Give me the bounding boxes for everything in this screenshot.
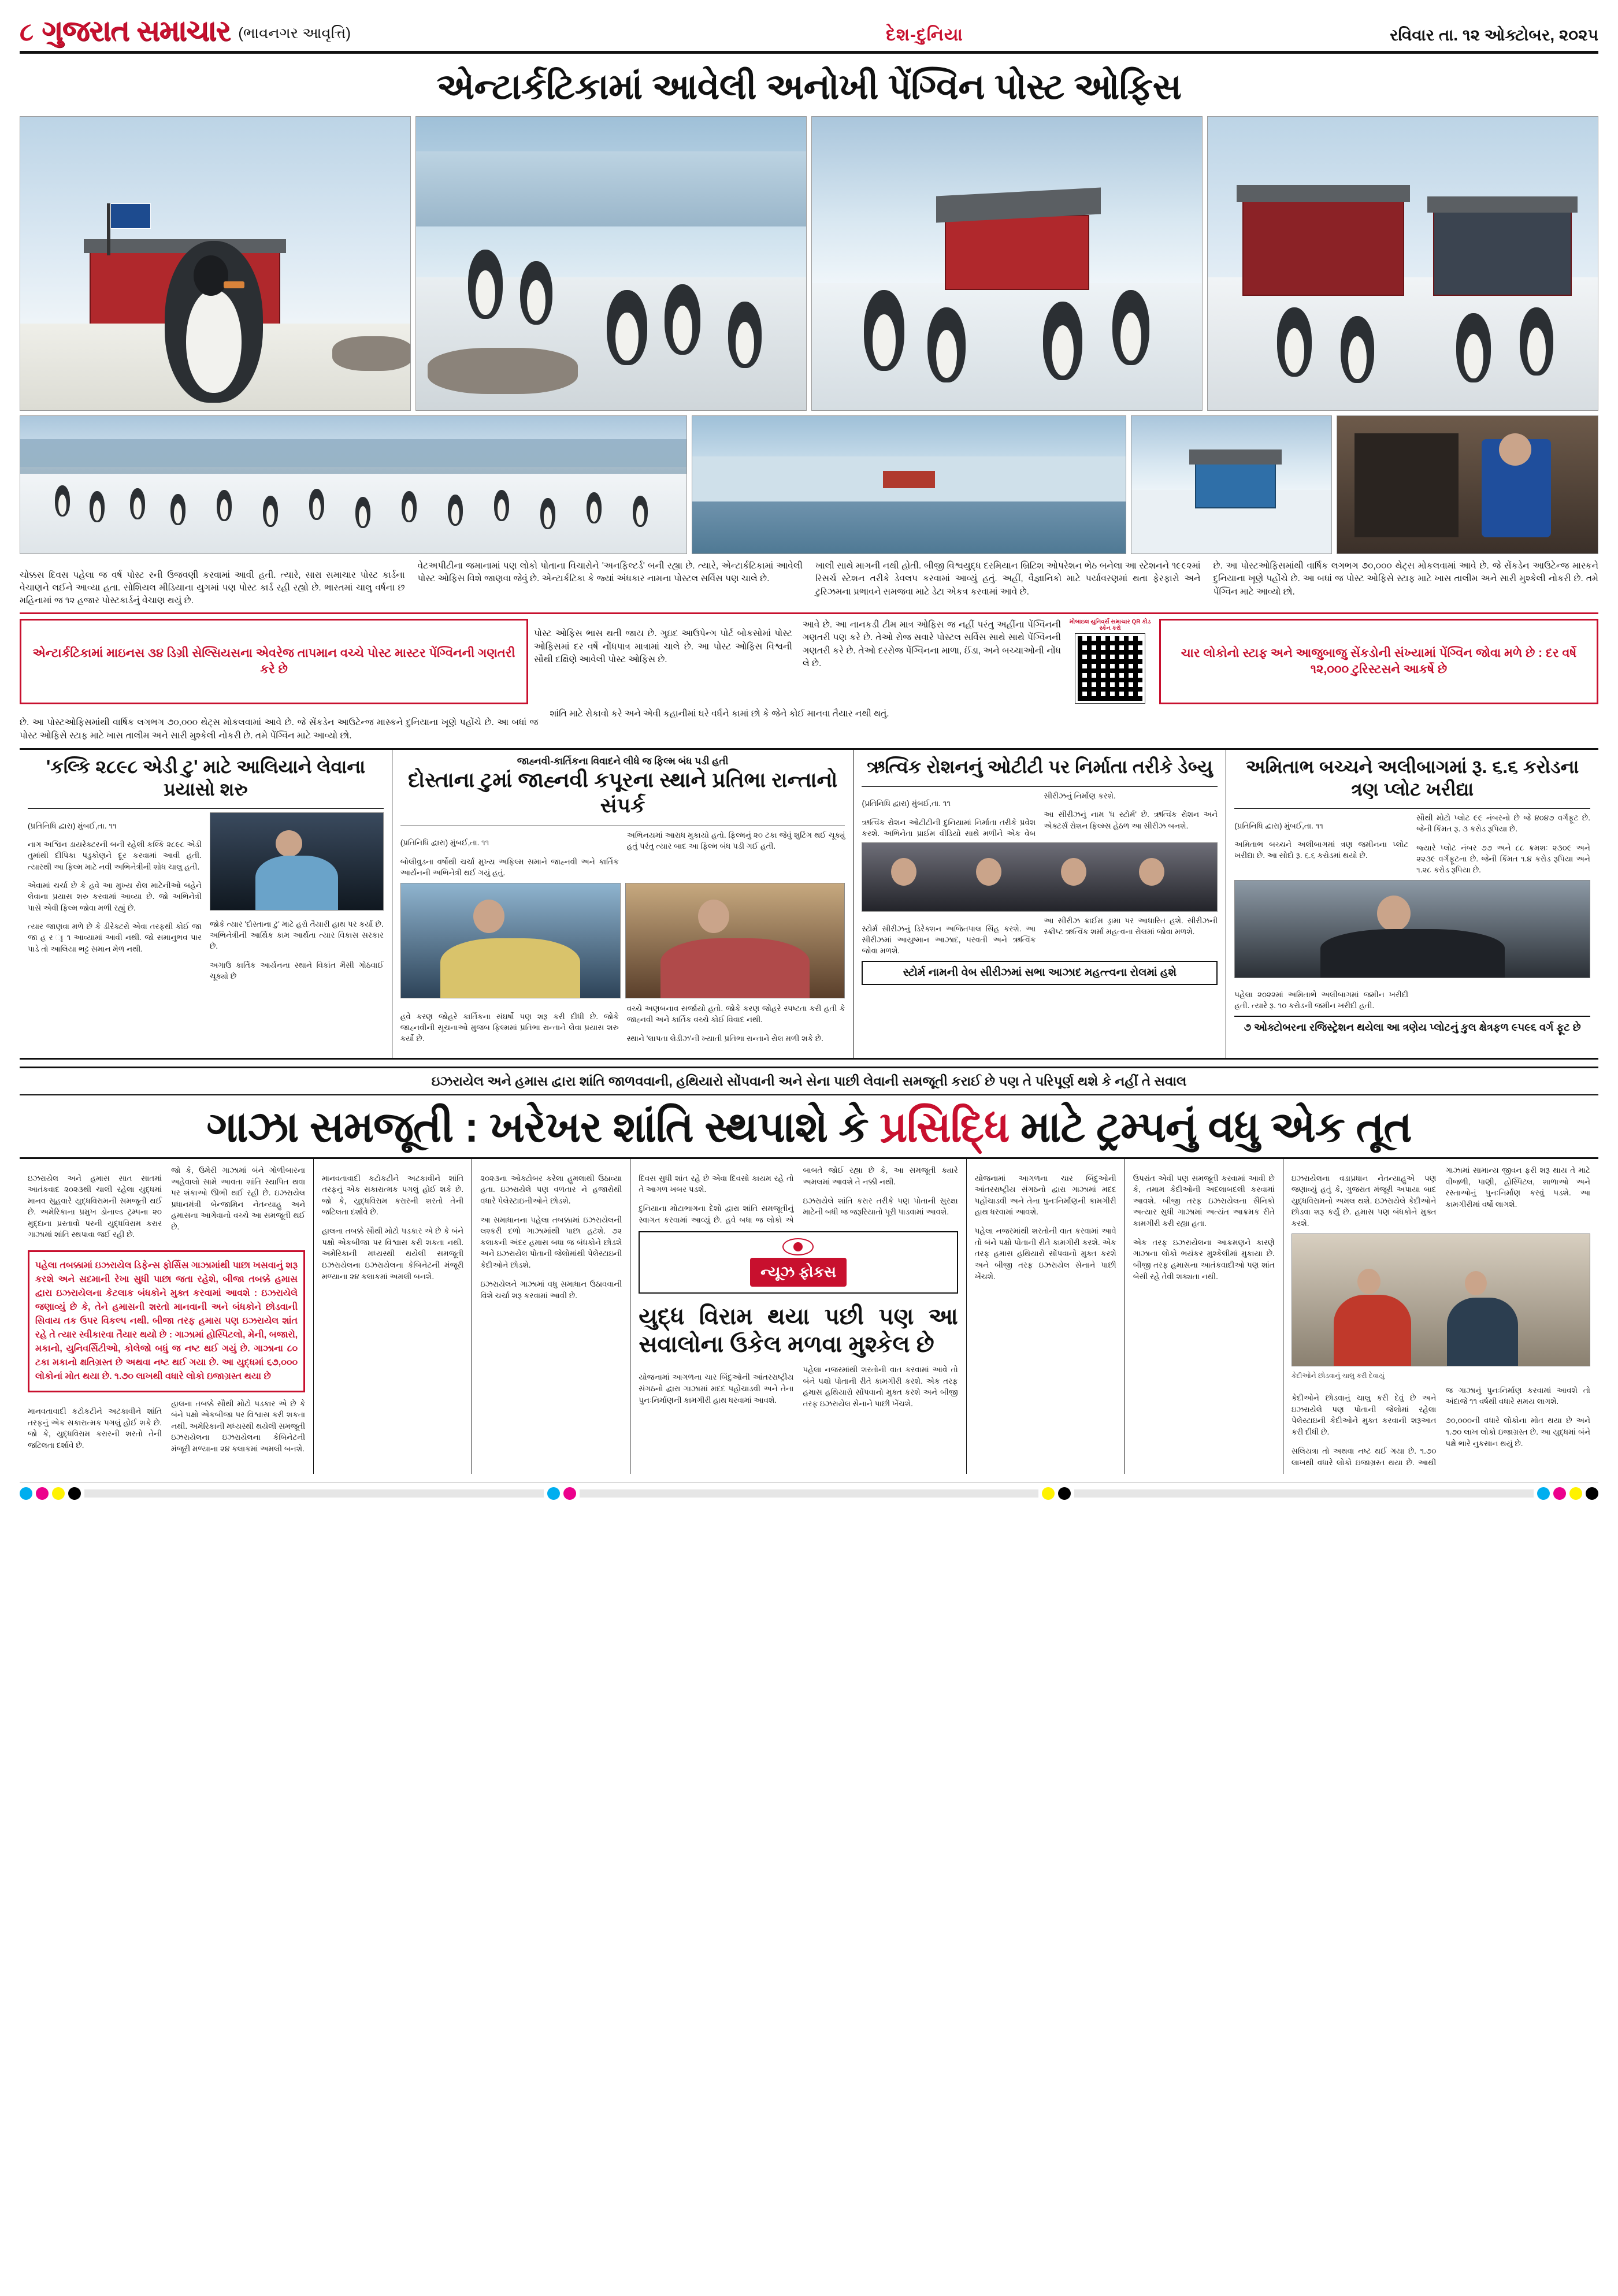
bottom-para: હાલના તબક્કે સૌથી મોટો પડકાર એ છે કે બંને પક્ષો એકબીજા પર વિશ્વાસ કરી શકતા નથી. અમેરિકાની મધ્યસ્થી થયેલી સમજૂતી ઇઝરાયેલના ઇઝરાયેલના કેબિનેટની મંજૂરી મળ્યાના ૨૪ કલાકમાં અમલી બનશે. [322, 1227, 464, 1281]
reg-dot-magenta-2 [563, 1487, 576, 1500]
ent4-body-2 [1234, 982, 1590, 1012]
bottom-col-3 [472, 1159, 630, 1474]
photo-large-colony [20, 415, 687, 554]
bottom-article-block [20, 1157, 1598, 1474]
bottom-para: ઇઝરાયેલને ગાઝામાં વધુ સમાધાન ઉઠાવવાની વિશે ચર્ચા શરૂ કરવામાં આવી છે. [480, 1280, 622, 1300]
bottom-col-left [20, 1159, 314, 1474]
photo-iceberg-ship [692, 415, 1126, 554]
entertainment-col-2 [392, 750, 854, 1057]
bottom-left-text-2 [28, 1398, 305, 1461]
qr-code-icon[interactable] [1075, 634, 1145, 703]
lead-para: પોસ્ટ ઓફિસ ભાસ થતી જાય છે. ગુઇદ આઉપેન્ગ પોર્ટ બોકસોમાં પોસ્ટ ઓફિસમાં દર વર્ષે નોંધપાત્ર માત્રામાં ચાલે છે. આ પોસ્ટ ઓફિસ વિશ્વની સૌથી દક્ષિણે આવેલી પોસ્ટ ઓફિસ છે. [534, 629, 792, 665]
ent4-para: જ્યારે પ્લોટ નંબર ૭૭ અને ૮૮ ક્રમશઃ ૨૩૦૯ અને ૨૨૩૯ વર્ગફૂટના છે. જેની કિંમત ૧.૪ કરોડ રૂપિયા અને ૧.૨૮ કરોડ રૂપિયા છે. [1416, 843, 1590, 875]
bottom-para: ઇઝરાયેલ અને હમાસ સાત સાતમાં આતંકવાદ ૨૦૨૩થી ચાલી રહેલા યુદ્ધમાં માનવ સુહવારે યુદ્ધવિરામની સમજૂતી થઈ છે. અમેરિકાના પ્રમુખ ડોનાલ્ડ ટ્રમ્પના ૨૦ મુદ્દાના પ્રસ્તાવો પરની યુદ્ધવિરામ કરાર ગાઝામાં શાંતિ સ્થપાવા જઈ રહી છે. [28, 1173, 162, 1239]
bottom-para: ૨૦૨૩ના ઓક્ટોબર કરેલા હુમલાથી ઉઠાવ્યા હતા. ઇઝરાયેલે પણ વળતાર ને હજારોથી વધારે પેલેસ્ટાઇનીઓને છોડશે. [480, 1173, 622, 1205]
ent2-photo-2 [625, 883, 845, 998]
bottom-para: યોજનામાં આગળના ચાર બિંદુઓની આંતરરાષ્ટ્રીય સંગઠનો દ્વારા ગાઝામાં મદદ પહોંચાડવી અને તેના પુનઃનિર્માણની કામગીરી હાથ ધરવામાં આવશે. [974, 1173, 1116, 1217]
ent3-body [862, 790, 1218, 839]
ent2-kicker: જાહ્નવી-કાર્તિકના વિવાદને લીધે જ ફિલ્મ બંધ પડી હતી [517, 756, 729, 767]
bottom-para: પહેલા નજરમાંથી શરતોની વાત કરવામાં આવે તો બંને પક્ષો પોતાની રીતે કામગીરી કરશે. એક તરફ હમાસ હથિયારો સોંપવાનો મુક્ત કરશે અને બીજી તરફ ઇઝરાયેલ સેનાને પાછી ખેંચશે. [803, 1365, 958, 1408]
print-registration-marks [20, 1482, 1598, 1500]
publication-logo: ગુજરાત સમાચાર [42, 14, 231, 47]
ent2-photo-1 [400, 883, 621, 998]
lead-photo-row-1 [20, 116, 1598, 411]
ent1-para: એવામાં ચર્ચા છે કે હવે આ મુખ્ય રોલ માટેનીઓ બહેને લેવાના પ્રયાસ શરુ કરવામાં આવ્યા છે. જો અભિનેત્રી પાસે એવી ફિલ્મ જોવા મળી રહ્યું છે. [28, 881, 202, 912]
reg-dot-yellow-3 [1569, 1487, 1582, 1500]
section-name-wrap [609, 25, 1240, 45]
bottom-col-6 [1125, 1159, 1283, 1474]
ent2-headline: દોસ્તાના ટુમાં જાહ્નવી કપૂરના સ્થાને પ્રતિભા રાન્તાનો સંપર્ક [407, 768, 838, 817]
reg-dot-cyan-3 [1537, 1487, 1550, 1500]
eye-icon [782, 1238, 814, 1255]
bottom-para: પહેલા નજરમાંથી શરતોની વાત કરવામાં આવે તો બંને પક્ષો પોતાની રીતે કામગીરી કરશે. એક તરફ હમાસ હથિયારો સોંપવાનો મુક્ત કરશે અને બીજી તરફ ઇઝરાયેલ સેનાને પાછી ખેંચશે. [974, 1227, 1116, 1281]
lead-para: છે. આ પોસ્ટઓફિસમાંથી વાર્ષિક લગભગ ૭૦,૦૦૦ થેટ્સ મોકલવામાં આવે છે. જે સેંકડેન આઉટેન્જ માસ્કને દુનિયાના ખૂણે પહોંચે છે. આ બધાં જ પોસ્ટ ઓફિસે સ્ટાફ માટે ખાસ તાલીમ અને સારી મુશ્કેલી નોકરી છે. તમે પેંગ્વિન માટે આવ્યો છો. [20, 718, 539, 741]
reg-bar-2 [580, 1489, 1039, 1498]
lead-extras-row [20, 619, 1598, 704]
lead-para: વેટઅપીટીના જમાનામાં પણ લોકો પોતાના વિચારોને 'અનફિલ્ટર્ડ' બની રહ્યા છે. ત્યારે, એન્ટાર્કટિકામાં આવેલી પોસ્ટ ઓફિસ વિશે જાણવા જેવું છે. એન્ટાર્કટિકા કે જ્યાં અંધકાર નામના પોસ્ટલ સર્વિસ પણ ચાલે છે. [417, 561, 803, 584]
bottom-col-2 [314, 1159, 472, 1474]
news-focus-badge [639, 1231, 958, 1294]
reg-bar-1 [84, 1489, 544, 1498]
reg-dot-magenta [36, 1487, 49, 1500]
ent1-para: જોકે ત્યાર 'દોસ્તાના ટુ' માટે હરો તૈયારી હાથ પર કર્યા છે. અભિનેત્રીની આર્થિક કામ આર્થતા ત્યાર વિકાસ સરકાર છે. [209, 919, 384, 950]
banner-headline-part3: માટે ટ્રમ્પનું વધુ એક તૂત [1009, 1102, 1412, 1151]
lead-para: શાંતિ માટે રોકાવો કરે અને એવી કહાનીમાં ઘરે વર્ધને કામાં છો કે જેને કોઈ માનવા તૈયાર નથી થતું. [550, 708, 889, 719]
lead-redbox-left: એન્ટાર્કટિકામાં માઇનસ ૩૪ ડિગ્રી સેલ્સિયસના એવરેજ તાપમાન વચ્ચે પોસ્ટ માસ્ટર પેંગ્વિનની ગણતરી કરે છે [20, 619, 528, 704]
photo-post-office-interior [1337, 415, 1598, 554]
bottom-col-center [630, 1159, 966, 1474]
lead-body-tail [20, 708, 1598, 742]
ent3-kicker: સ્ટોર્મ નામની વેબ સીરીઝમાં સભા આઝાદ મહત્ત્વના રોલમાં હશે [862, 961, 1218, 985]
section-name: દેશ-દુનિયા [886, 25, 963, 44]
bottom-para: ઇઝરાયેલે શાંતિ કરાર તરીકે પણ પોતાની સુરક્ષા માટેની બધી જ જરૂરિયાતો પૂરી પાડવામાં આવશે. [803, 1196, 958, 1217]
entertainment-col-3 [853, 750, 1226, 1057]
bottom-para: માનવતાવાદી કટોકટીને અટકાવીને શાંતિ તરફનું એક સકારાત્મક પગલું હોઈ શકે છે. જો કે, યુદ્ધવિરામ કરારની શરતો તેની જટિલતા દર્શાવે છે. [322, 1173, 464, 1217]
ent2-sub: (પ્રતિનિધિ દ્વારા) મુંબઈ,તા. ૧૧ [400, 838, 489, 848]
ent1-para: અગાઉ કાર્તિક આર્યનના સ્થાને વિકાંત મૈસી ગોઠવાઈ ચૂક્યો છે [209, 960, 384, 980]
ent2-body-2 [400, 1003, 845, 1052]
ent2-para: હવે કરણ જોહરે કાર્તિકના સંઘર્ષો પણ શરૂ કરી દીધી છે. જોકે જાહ્નવીની સૂચનાઓ મુજબ ફિલ્મમાં પ્રતિભા રાન્તાને લેવા પ્રયાસ શરુ કર્યો છે. [400, 1012, 619, 1043]
banner-redbox: પહેલા તબક્કામાં ઇઝરાયેલ ડિફેન્સ ફોર્સિસ ગાઝામાંથી પાછા ખસવાનું શરૂ કરશે અને સદમાની રેખા સુધી પાછા જતા રહેશે, બીજા તબક્કે હમાસ દ્વારા ઇઝરાયેલના કેટલાક બંધકોને મુક્ત કરવામાં આવશે : ઇઝરાયેલે જણાવ્યું છે કે, તેને હમાસની શરતો માનવાની અને બંધકોને છોડવાની સિવાય તક ઉપર વિકલ્પ નથી. બીજા તરફ હમાસ પણ ઇઝરાયેલ શાંત રહે તે ત્યાર સ્વીકારવા તૈયાર થયો છે : ગાઝામાં હોસ્પિટલો, મેની, બજારો, મકાનો, યુનિવર્સિટીઓ, કોલેજો બધું જ નષ્ટ થઈ ગયું છે. ગાઝાના ૮૦ ટકા મકાનો ક્ષતિગ્રસ્ત છે અથવા નષ્ટ થઈ ગયા છે. આ યુદ્ધમાં ૬૭,૦૦૦ લોકોનાં મોત થયા છે. ૧.૭૦ લાખથી વધારે લોકો ઇજાગ્રસ્ત થયા છે [28, 1250, 305, 1392]
reg-bar-3 [1074, 1489, 1534, 1498]
reg-dot-yellow [52, 1487, 65, 1500]
photo-penguin-flag [20, 116, 411, 411]
lead-secondary-text [534, 619, 1061, 704]
lead-headline: એન્ટાર્કટિકામાં આવેલી અનોખી પેંગ્વિન પોસ્ટ ઓફિસ [436, 67, 1182, 107]
ent3-headline: ઋત્વિક રોશનનું ઓટીટી પર નિર્માતા તરીકે ડેબ્યુ [867, 756, 1213, 778]
bottom-photo-prisoners-release [1292, 1234, 1590, 1366]
ent4-body [1234, 812, 1590, 876]
ent3-photo [862, 842, 1218, 912]
sub-headline: યુદ્ધ વિરામ થયા પછી પણ આ સવાલોના ઉકેલ મળવા મુશ્કેલ છે [639, 1303, 958, 1357]
ent4-kicker: ૭ ઓક્ટોબરના રજિસ્ટ્રેશન થયેલા આ ત્રણેય પ્લોટનું કુલ ક્ષેત્રફળ ૯૫૯૬ વર્ગ ફૂટ છે [1234, 1016, 1590, 1034]
ent2-body [400, 830, 845, 878]
bottom-para: ૭૦,૦૦૦ની વધારે લોકોના મોત થયા છે અને ૧.૭૦ લાખ લોકો ઇજાગ્રસ્ત છે. આ યુદ્ધમાં બંને પક્ષે ભારે નુકસાન થયું છે. [1445, 1416, 1591, 1448]
photo-penguins-colony [415, 116, 807, 411]
qr-caption: મોબાઇલ યુનિવર્સ સમાચાર QR કોડ સ્કેન કરો [1069, 618, 1151, 631]
entertainment-block [20, 748, 1598, 1059]
masthead [20, 16, 1598, 54]
reg-dot-black-3 [1586, 1487, 1598, 1500]
lead-photo-row-2 [20, 415, 1598, 554]
banner-headline-highlight: પ્રસિદ્ધિ [879, 1102, 1010, 1151]
ent1-photo [210, 812, 384, 911]
ent3-para: આ સીરીઝનું નામ 'ધ સ્ટોર્મ' છે. ઋત્વિક રોશન અને એક્ટર્સ રોશન ફિલ્મ્સ હેઠળ આ સીરીઝ બનશે. [1044, 810, 1218, 830]
bottom-para: સલિયત્રા તો અથવા નષ્ટ થઈ ગયા છે. ૧.૭૦ લાખથી વધારે લોકો ઇજાગ્રસ્ત થયા છે. આથી જ ગાઝાનું પુનઃનિર્માણ કરવામાં આવશે તો અંદાજે ૧૧ વર્ષથી વધારે સમય લાગશે. [1291, 1385, 1591, 1467]
ent1-para: નાગ અશ્વિન ડાયરેક્ટરની બની રહેલી કલ્કિ ૨૮૯૮ એડી તુમાંથી દીપિકા પડુકોણને દૂર કરવામાં આવી હતી. ત્યારથી આ ફિલ્મ માટે નવી અભિનેત્રીની શોધ ચાલુ હતી. [28, 840, 202, 871]
ent2-para: વચ્ચે અણબનાવ સર્જાયો હતો. જોકે કરણ જોહરે સ્પષ્ટતા કરી હતી કે જાહ્નવી અને કાર્તિક વચ્ચે કોઈ વિવાદ નથી. [626, 1004, 845, 1024]
photo-blue-hut [1131, 415, 1332, 554]
ent1-sub: (પ્રતિનિધિ દ્વારા) મુંબઈ,તા. ૧૧ [28, 821, 117, 830]
bottom-para: ઉપરાંત એવી પણ સમજૂતી કરવામાં આવી છે કે, તમામ કેદીઓની અદલાબદલી કરવામાં આવશે. બીજી તરફ ઇઝરાયેલના સૈનિકો અત્યાર સુધી ગાઝામાં અત્યંત આક્રમક રીતે કામગીરી કરી રહ્યા હતા. [1133, 1173, 1275, 1228]
ent3-para: આ સીરીઝ ક્રાઈમ ડ્રામા પર આધારિત હશે. સીરીઝની સ્ક્રીપ્ટ ઋત્વિક શર્મા મહત્વના રોલમાં જોવા મળશે. [1044, 916, 1218, 937]
photo-station-buildings [1207, 116, 1598, 411]
ent1-body [28, 812, 384, 982]
bottom-col-right [1283, 1159, 1598, 1474]
lead-para: આવે છે. આ નાનકડી ટીમ માત્ર ઓફિસ જ નહીં પરંતુ અહીંના પેંગ્વિનની ગણતરી પણ કરે છે. તેઓ રોજ સવારે પોસ્ટલ સર્વિસ સાથે સાથે પેંગ્વિનની ગણતરી કરે છે. તેઓ દરરોજ પેંગ્વિનના માળા, ઈંડા, અને બચ્ચાઓની નોંધ લે છે. [803, 619, 1061, 669]
ent3-para: ઋત્વિક રોશન ઓટીટીની દુનિયામાં નિર્માતા તરીકે પ્રવેશ કરશે. અભિનેતા પ્રાઈમ વીડિયો સાથે મળીને એક વેબ સીરીઝનું નિર્માણ કરશે. [862, 791, 1116, 838]
ent4-para: પહેલા ૨૦૨૨માં અમિતાભે અલીબાગમાં જમીન ખરીદી હતી. ત્યારે રૂ. ૧૦ કરોડની જમીન ખરીદી હતી. [1234, 990, 1409, 1010]
lead-para: છે. આ પોસ્ટઓફિસમાંથી વાર્ષિક લગભગ ૭૦,૦૦૦ થેટ્સ મોકલવામાં આવે છે. જે સેંકડેન આઉટેન્જ માસ્કને દુનિયાના ખૂણે પહોંચે છે. આ બધાં જ પોસ્ટ ઓફિસે સ્ટાફ માટે ખાસ તાલીમ અને સારી મુશ્કેલી નોકરી છે. તમે પેંગ્વિન માટે આવ્યો છો. [1213, 561, 1598, 597]
ent3-sub: (પ્રતિનિધિ દ્વારા) મુંબઈ,તા. ૧૧ [862, 799, 951, 808]
entertainment-col-4 [1226, 750, 1598, 1057]
ent4-para: સૌથી મોટો પ્લોટ ૯૯ નંબરનો છે જે ૪૦૪૭ વર્ગફૂટ છે. જેની કિંમત રૂ. ૩ કરોડ રૂપિયા છે. [1416, 813, 1590, 834]
lead-body-text [20, 560, 1598, 608]
reg-dot-cyan [20, 1487, 32, 1500]
bottom-para: કેદીઓને છોડવાનું ચાલુ કરી દેવું છે અને ઇઝરાયેલે પણ પોતાની જેલોમાં રહેલા પેલેસ્ટાઇની કેદીઓને મુક્ત કરવાની શરૂઆત કરી દીધી છે. [1291, 1394, 1437, 1436]
bottom-left-text [28, 1165, 305, 1244]
ent2-para: બોલીવુડના વર્ષોથી ચર્ચા મુખ્ય અફિલ્મ સમાને જાહ્નવી અને કાર્તિક આર્યનની અભિનેત્રી થઈ ગયું હતું. [400, 857, 619, 878]
bottom-col-5 [967, 1159, 1125, 1474]
lead-para: ચોક્કસ દિવસ પહેલા જ વર્ષ પોસ્ટ રની ઉજવણી કરવામાં આવી હતી. ત્યારે, સારા સમાચાર પોસ્ટ કાર્ડના વેચાણને લઈને આવ્યા હતા. સોશિયલ મીડિયાના યુગમાં પણ પોસ્ટ કાર્ડ રહી રહ્યો છે. ભારતમાં ચાલુ વર્ષના છ મહિનામાં જ ૧૨ હજાર પોસ્ટકાર્ડનું વેચાણ થયું છે. [20, 570, 405, 606]
bottom-right-text [1292, 1165, 1590, 1229]
bottom-para: યોજનામાં આગળના ચાર બિંદુઓની આંતરરાષ્ટ્રીય સંગઠનો દ્વારા ગાઝામાં મદદ પહોંચાડવી અને તેના પુનઃનિર્માણની કામગીરી હાથ ધરવામાં આવશે. [639, 1373, 794, 1405]
qr-block[interactable] [1067, 619, 1153, 704]
bottom-para: ગાઝામાં સામાન્ય જીવન ફરી શરૂ થાય તે માટે વીજળી, પાણી, હોસ્પિટલ, શાળાઓ અને રસ્તાઓનું પુનઃનિર્માણ કરવું પડશે. આ કામગીરીમાં વર્ષો લાગશે. [1445, 1166, 1591, 1209]
ent4-photo [1234, 880, 1590, 978]
banner-kicker: ઇઝરાયેલ અને હમાસ દ્વારા શાંતિ જાળવવાની, હથિયારો સોંપવાની અને સેના પાછી લેવાની સમજૂતી કરાઈ છે પણ તે પરિપૂર્ણ થશે કે નહીં તે સવાલ [20, 1067, 1598, 1095]
ent2-para: સ્થાને 'લાપતા લેડીઝ'ની ખ્યાતી પ્રતિભા રાન્તાને રોલ મળી શકે છે. [626, 1034, 823, 1043]
bottom-para: એક તરફ ઇઝરાયેલના આક્રમણને કારણે ગાઝાના લોકો ભયંકર મુશ્કેલીમાં મુકાયા છે. બીજી તરફ હમાસના આતંકવાદીઓ પણ શાંત બેસી રહે તેવી શક્યતા નથી. [1133, 1238, 1275, 1281]
issue-date: રવિવાર તા. ૧૨ ઓક્ટોબર, ૨૦૨૫ [1390, 26, 1598, 44]
lead-para: ખાલી સાથે માગની નથી હોતી. બીજી વિશ્વયુદ્ધ દરમિયાન બ્રિટિશ ઓપરેશન ભેઠ બનેલા આ સ્ટેશનને ૧૯૯૨માં રિસર્ચ સ્ટેશન તરીકે ડેવલપ કરવામાં આવ્યું હતું. અહીં, વૈજ્ઞાનિકો માટે પર્યાવરણમાં થતા ફેરફારો અને ટુરિઝમના પ્રભાવને સમજવા માટે ડેટા એકત્ર કરવામાં આવે છે. [815, 561, 1201, 597]
bottom-center-top [639, 1165, 958, 1225]
ent4-headline: અમિતાભ બચ્ચને અલીબાગમાં રૂ. ૬.૬ કરોડના ત્રણ પ્લોટ ખરીદ્યા [1245, 756, 1579, 800]
photo-red-hut-penguins [811, 116, 1203, 411]
bottom-photo-caption: કેદીઓને છોડવાનું ચાલુ કરી દેવાયું [1291, 1372, 1385, 1380]
reg-dot-cyan-2 [547, 1487, 560, 1500]
ent2-para: અભિનયમાં આરાધ મુકાયો હતો. ફિલ્મનું ૨૦ ટકા જેવું શુટિંગ થઈ ચૂક્યું હતું પરંતુ ત્યાર બાદ આ ફિલ્મ બંધ પડી ગઈ હતી. [626, 830, 845, 850]
bottom-center-bottom [639, 1364, 958, 1416]
ent1-para: ત્યાર જાણવા મળે છે કે ડીરેક્ટરો એવા તરફથી કોઈ જા જા હ ર ાૃ ૧ આવ્યામાં આવી નથી. જો સમાનુભવ પાર પાડે તો આલિયા ભટ્ટ સમાન મેળ નથી. [28, 922, 202, 953]
bottom-right-text-2 [1292, 1385, 1590, 1468]
edition-label: (ભાવનગર આવૃત્તિ) [238, 24, 351, 42]
reg-dot-yellow-2 [1042, 1487, 1055, 1500]
bottom-para: દુનિયાના મોટાભાગના દેશો દ્વારા શાંતિ સમજૂતીનું સ્વાગત કરવામાં આવ્યું છે. હવે બધા જ લોકો એ બાબતે જોઈ રહ્યા છે કે, આ સમજૂતી ક્યારે અમલમાં આવશે તે નક્કી નથી. [639, 1166, 958, 1224]
bottom-para: હાલના તબક્કે સૌથી મોટો પડકાર એ છે કે બંને પક્ષો એકબીજા પર વિશ્વાસ કરી શકતા નથી. અમેરિકાની મધ્યસ્થી થયેલી સમજૂતી ઇઝરાયેલના ઇઝરાયેલના કેબિનેટની મંજૂરી મળ્યાના ૨૪ કલાકમાં અમલી બનશે. [171, 1399, 306, 1453]
ent4-sub: (પ્રતિનિધિ દ્વારા) મુંબઈ,તા. ૧૧ [1234, 821, 1323, 830]
entertainment-col-1 [20, 750, 392, 1057]
bottom-para: માનવતાવાદી કટોકટીને અટકાવીને શાંતિ તરફનું એક સકારાત્મક પગલું હોઈ શકે છે. જો કે, યુદ્ધવિરામ કરારની શરતો તેની જટિલતા દર્શાવે છે. [28, 1407, 162, 1450]
bottom-para: ઇઝરાયેલના વડાપ્રધાન નેતન્યાહુએ પણ જણાવ્યું હતું કે, ગુજરાત મંજૂરી અપાયા બાદ યુદ્ધવિરામનો અમલ થશે. ઇઝરાયેલે કેદીઓને છોડવા શરૂ કર્યું છે. હમાસ પણ બંધકોને મુક્ત કરશે. [1291, 1173, 1437, 1228]
lead-redbox-right: ચાર લોકોનો સ્ટાફ અને આજુબાજુ સેંકડોની સંખ્યામાં પેંગ્વિન જોવા મળે છે : દર વર્ષે ૧૨,૦૦૦ ટુરિસ્ટસને આકર્ષે છે [1159, 619, 1598, 704]
bottom-para: દિવસ સુધી શાંત રહે છે એવા દિવસો કાયમ રહે તો તે આગળ ખબર પડશે. [639, 1173, 794, 1194]
masthead-left [20, 16, 609, 45]
page-number: ૮ [20, 18, 34, 46]
reg-dot-magenta-3 [1553, 1487, 1566, 1500]
news-focus-label: ન્યૂઝ ફોકસ [750, 1258, 847, 1287]
ent3-body-2 [862, 915, 1218, 956]
bottom-para: આ સમાધાનના પહેલા તબક્કામાં ઇઝરાયેલની લશ્કરી દળો ગાઝામાંથી પાછા હટશે. ૭૨ કલાકની અંદર હમાસ બધા જ બંધકોને છોડશે અને ઇઝરાયેલ પોતાની જેલોમાંથી પેલેસ્ટાઇની કેદીઓને છોડશે. [480, 1215, 622, 1269]
ent4-para: અમિતાભ બચ્ચને અલીબાગમાં ત્રણ જમીનના પ્લોટ ખરીદ્યા છે. આ સોદો રૂ. ૬.૬ કરોડમાં થયો છે. [1234, 840, 1409, 860]
bottom-para: જો કે, ઉમેરી ગાઝામાં બંને ગોળીબારના અહેવાલો સામે આવતા શાંતિ સ્થાપિત થવા પર શંકાઓ ઊભી થઈ રહી છે. ઇઝરાયેલ પ્રધાનમંત્રી બેન્જામિન નેતન્યાહુ અને હમાસના આગેવાનો વચ્ચે આ સમજૂતી થઈ છે. [171, 1166, 306, 1231]
reg-dot-black-2 [1058, 1487, 1071, 1500]
ent1-headline: 'કલ્કિ ૨૮૯૮ એડી ટુ' માટે આલિયાને લેવાના પ્રયાસો શરુ [46, 756, 366, 800]
ent3-para: સ્ટોર્મ સીરીઝનું ડિરેક્શન અજિતપાલ સિંહ કરશે. આ સીરીઝમાં આયુષ્માન આઝાદ, પરવતી અને ઋત્વિક જોવા મળશે. [862, 924, 1036, 956]
banner-headline [20, 1095, 1598, 1157]
reg-dot-black [68, 1487, 81, 1500]
banner-headline-part1: ગાઝા સમજૂતી : ખરેખર શાંતિ સ્થપાશે કે [206, 1102, 880, 1151]
